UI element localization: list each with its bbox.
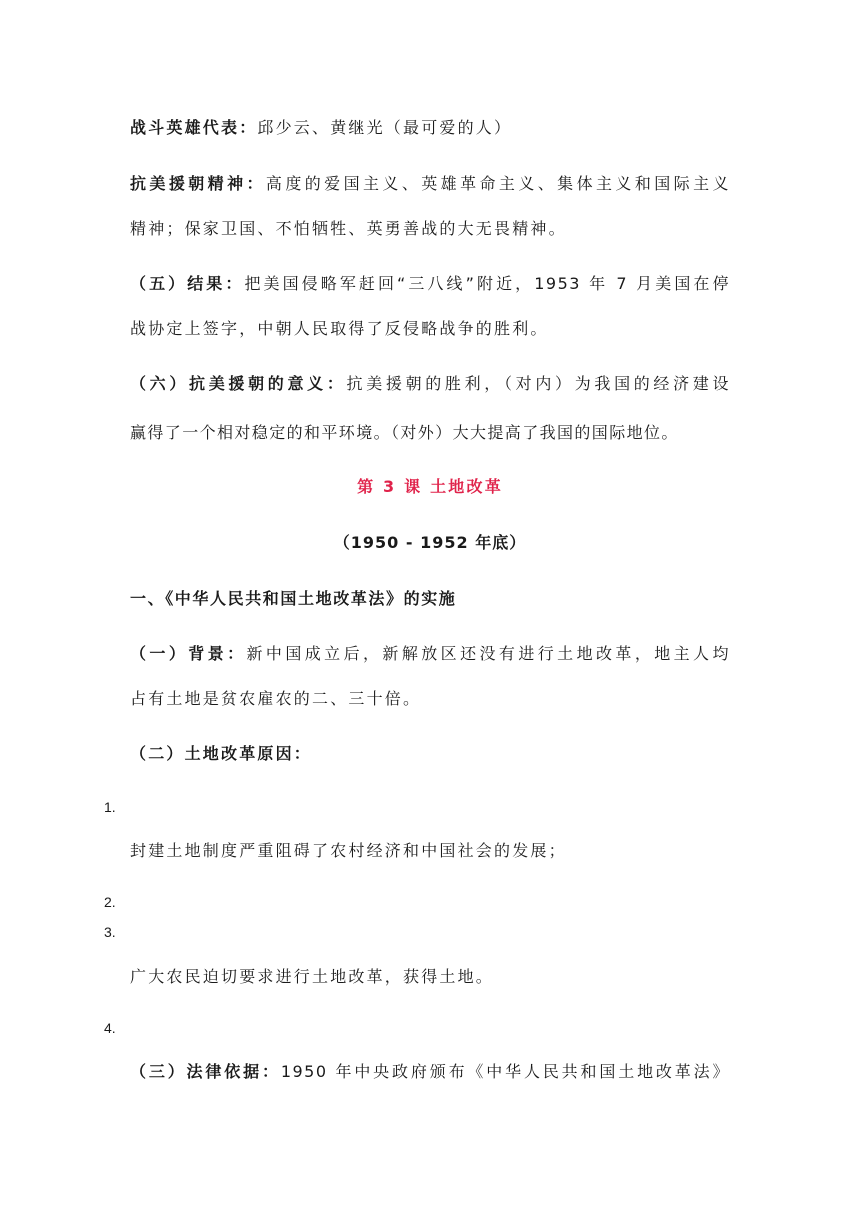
section-heading-land-reform-law: 一、《中华人民共和国土地改革法》的实施 — [130, 589, 457, 608]
list-number: 2. — [104, 894, 116, 910]
paragraph-background-line1 — [130, 643, 730, 665]
text-combat-heroes: 邱少云、黄继光（最可爱的人） — [257, 118, 513, 137]
text-result-1: 把美国侵略军赶回“三八线”附近，1953 年 7 月美国在停 — [244, 274, 730, 293]
paragraph-background-line2: 占有土地是贫农雇农的二、三十倍。 — [130, 689, 422, 708]
text-legal-basis: 1950 年中央政府颁布《中华人民共和国土地改革法》 — [280, 1062, 730, 1081]
heading-reform-reasons: （二）土地改革原因： — [130, 744, 313, 763]
list-number: 1. — [104, 799, 116, 815]
label-spirit: 抗美援朝精神： — [130, 174, 266, 193]
lesson-period: （1950 - 1952 年底） — [333, 533, 527, 552]
text-significance-1: 抗美援朝的胜利，（对内）为我国的经济建设 — [346, 374, 730, 393]
label-combat-heroes: 战斗英雄代表： — [130, 118, 258, 137]
list-item-text: 广大农民迫切要求进行土地改革，获得土地。 — [130, 967, 495, 986]
label-result: （五）结果： — [130, 274, 245, 293]
paragraph-legal-basis — [130, 1061, 730, 1083]
label-background: （一）背景： — [130, 644, 247, 663]
label-significance: （六）抗美援朝的意义： — [130, 374, 347, 393]
text-spirit-1: 高度的爱国主义、英雄革命主义、集体主义和国际主义 — [265, 174, 730, 193]
list-item-text: 封建土地制度严重阻碍了农村经济和中国社会的发展； — [130, 841, 567, 860]
lesson-title: 第 3 课 土地改革 — [357, 477, 503, 496]
paragraph-combat-heroes — [130, 117, 730, 139]
label-legal-basis: （三）法律依据： — [130, 1062, 281, 1081]
paragraph-spirit-line1 — [130, 173, 730, 195]
list-number: 4. — [104, 1020, 116, 1036]
text-background-1: 新中国成立后，新解放区还没有进行土地改革，地主人均 — [246, 644, 730, 663]
paragraph-result-line1 — [130, 273, 730, 295]
paragraph-spirit-line2: 精神；保家卫国、不怕牺牲、英勇善战的大无畏精神。 — [130, 219, 567, 238]
paragraph-result-line2: 战协定上签字，中朝人民取得了反侵略战争的胜利。 — [130, 319, 549, 338]
list-number: 3. — [104, 924, 116, 940]
paragraph-significance-line1 — [130, 373, 730, 395]
paragraph-significance-line2: 赢得了一个相对稳定的和平环境。（对外）大大提高了我国的国际地位。 — [130, 423, 679, 442]
